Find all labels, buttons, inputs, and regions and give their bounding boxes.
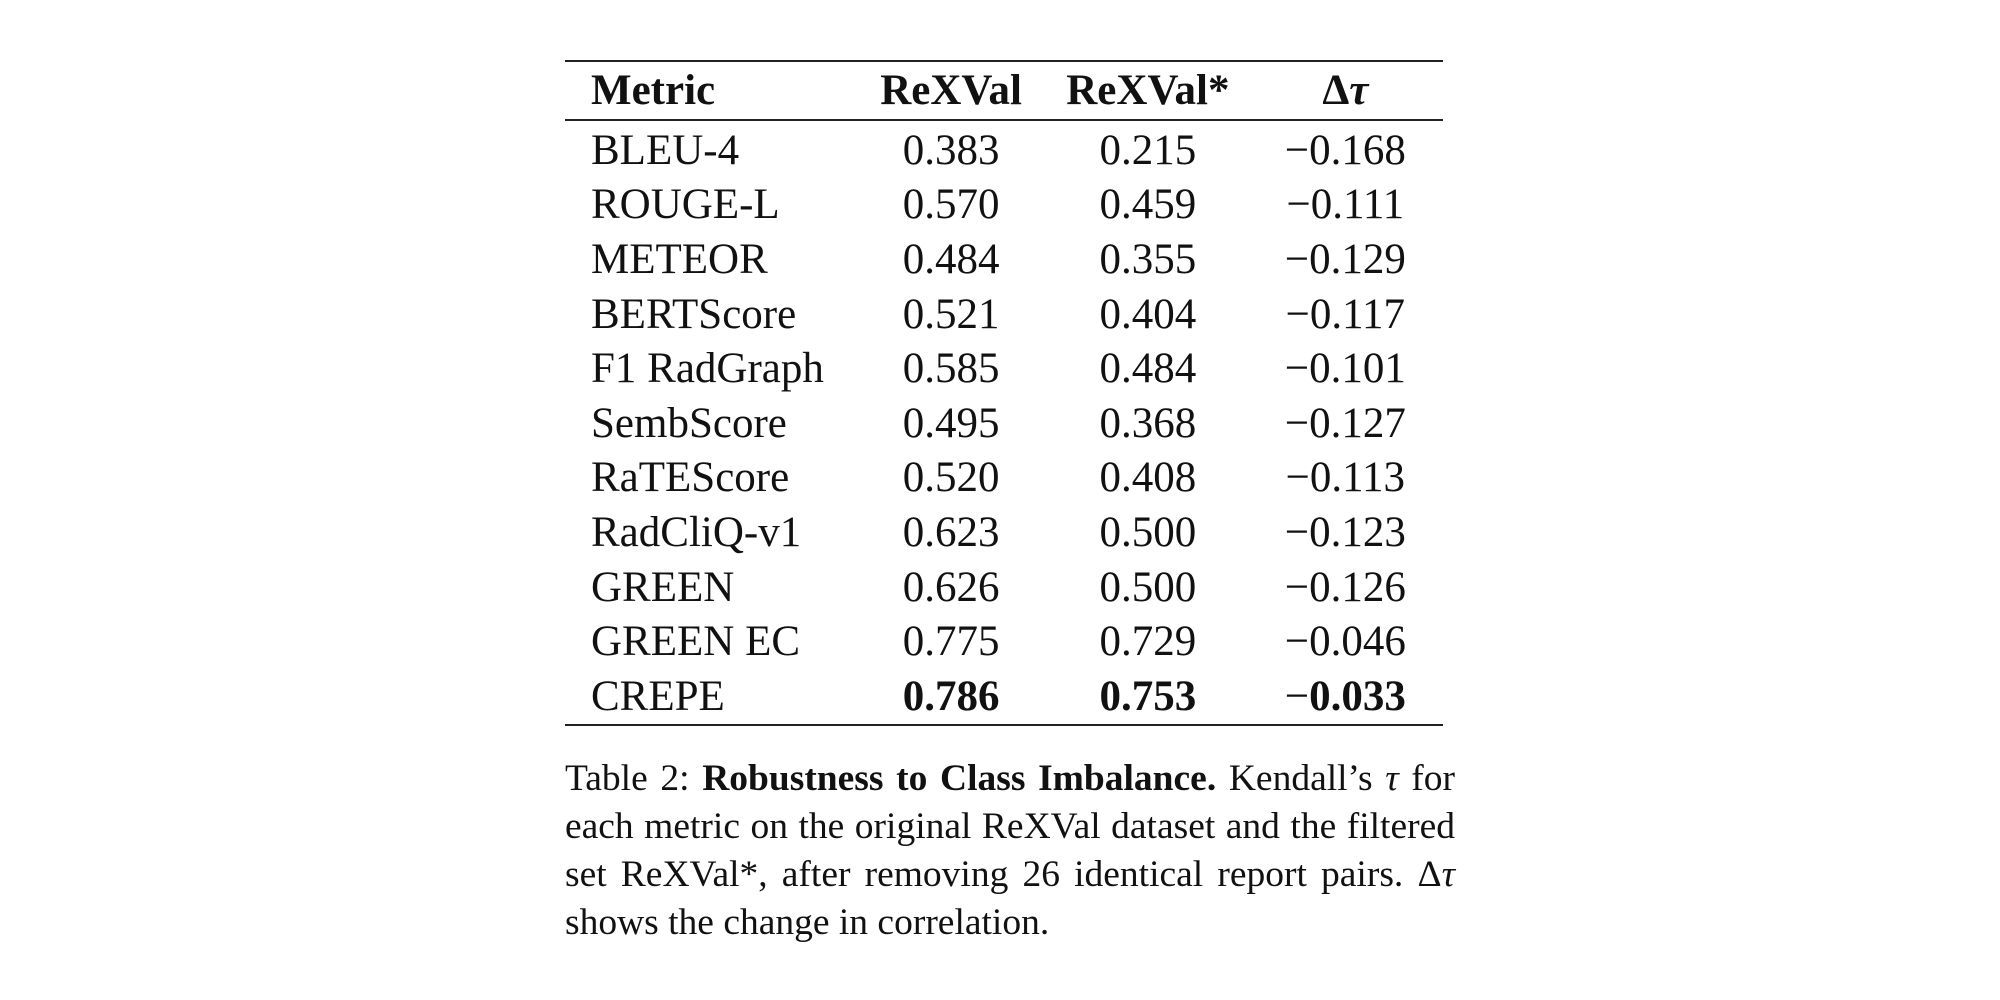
results-table-container	[565, 60, 1443, 726]
delta-sign: −	[1284, 672, 1310, 720]
table-row-best	[565, 669, 1443, 725]
caption-delta-tau: τ	[1441, 854, 1455, 895]
cell-metric: BLEU-4	[591, 126, 740, 174]
cell-metric: METEOR	[591, 235, 768, 283]
caption-delta	[1417, 854, 1455, 895]
header-metric: Metric	[591, 67, 716, 114]
delta-symbol: Δ	[1322, 67, 1350, 114]
table-row	[565, 451, 1443, 506]
cell-delta: −0.101	[1284, 345, 1406, 393]
cell-delta: −0.123	[1284, 508, 1406, 556]
cell-rexval: 0.495	[902, 399, 1000, 447]
cell-rexval: 0.775	[902, 618, 1000, 666]
caption-text-1: Kendall’s	[1228, 758, 1373, 799]
table-row	[565, 120, 1443, 178]
cell-metric: SembScore	[591, 399, 787, 447]
cell-rexval-star: 0.729	[1099, 618, 1197, 666]
header-rexval: ReXVal	[880, 67, 1022, 114]
table-header-row	[565, 61, 1443, 120]
cell-rexval-star: 0.408	[1099, 454, 1197, 502]
cell-rexval: 0.520	[902, 454, 1000, 502]
cell-rexval: 0.626	[902, 563, 1000, 611]
cell-rexval: 0.623	[902, 508, 1000, 556]
cell-rexval-star: 0.355	[1099, 235, 1197, 283]
cell-delta	[1248, 669, 1443, 725]
header-rexval-star: ReXVal*	[1066, 67, 1230, 114]
cell-delta: −0.046	[1284, 618, 1406, 666]
cell-rexval-star: 0.368	[1099, 399, 1197, 447]
cell-metric: ROUGE-L	[591, 181, 780, 229]
cell-delta: −0.168	[1284, 126, 1406, 174]
results-table	[565, 60, 1443, 726]
cell-rexval: 0.585	[902, 345, 1000, 393]
cell-metric: GREEN EC	[591, 618, 801, 666]
table-row	[565, 396, 1443, 451]
cell-rexval: 0.570	[902, 181, 1000, 229]
cell-metric: F1 RadGraph	[591, 345, 824, 393]
cell-delta: −0.129	[1284, 235, 1406, 283]
table-row	[565, 341, 1443, 396]
cell-metric: BERTScore	[591, 290, 797, 338]
cell-rexval-star: 0.500	[1099, 508, 1197, 556]
cell-rexval-star: 0.500	[1099, 563, 1197, 611]
cell-rexval-star: 0.484	[1099, 345, 1197, 393]
table-caption	[565, 755, 1455, 947]
cell-rexval: 0.484	[902, 235, 1000, 283]
cell-rexval-star: 0.404	[1099, 290, 1197, 338]
cell-metric: GREEN	[591, 563, 735, 611]
caption-delta-symbol: Δ	[1417, 854, 1442, 895]
cell-delta: −0.127	[1284, 399, 1406, 447]
cell-delta: −0.126	[1284, 563, 1406, 611]
delta-value-bold: 0.033	[1309, 672, 1406, 720]
cell-metric: RaTEScore	[591, 454, 790, 502]
caption-text-3: shows the change in correlation.	[565, 902, 1050, 943]
caption-text-2: for each metric on the original ReXVal dataset and the filtered set ReXVal*, after removing 26 identical report pairs.	[565, 758, 1456, 895]
cell-delta: −0.113	[1285, 454, 1406, 502]
cell-rexval: 0.786	[902, 672, 1000, 720]
cell-rexval: 0.383	[902, 126, 1000, 174]
caption-label: Table 2:	[565, 758, 690, 799]
tau-symbol: τ	[1349, 67, 1369, 114]
cell-delta: −0.117	[1285, 290, 1406, 338]
table-row	[565, 505, 1443, 560]
cell-metric: CREPE	[591, 672, 725, 720]
cell-rexval-star: 0.459	[1099, 181, 1197, 229]
cell-rexval-star: 0.215	[1099, 126, 1197, 174]
header-delta-tau	[1248, 61, 1443, 120]
table-row	[565, 178, 1443, 233]
table-row	[565, 560, 1443, 615]
table-row	[565, 614, 1443, 669]
table-row	[565, 287, 1443, 342]
cell-rexval-star: 0.753	[1099, 672, 1197, 720]
cell-metric: RadCliQ-v1	[591, 508, 802, 556]
cell-delta: −0.111	[1286, 181, 1405, 229]
table-row	[565, 232, 1443, 287]
caption-title: Robustness to Class Imbalance.	[702, 758, 1217, 799]
caption-tau: τ	[1385, 758, 1399, 799]
cell-rexval: 0.521	[902, 290, 1000, 338]
